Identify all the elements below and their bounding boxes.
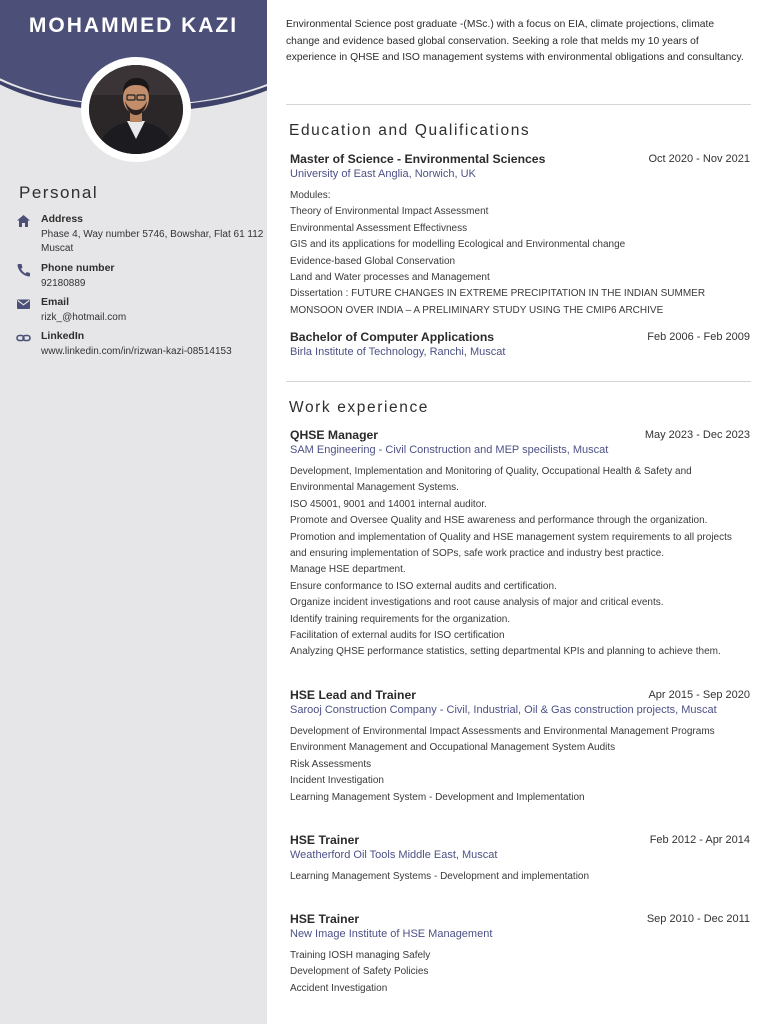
description-line: Development of Environmental Impact Assessments and Environmental Management Programs bbox=[290, 726, 715, 737]
job-title: HSE Trainer bbox=[290, 833, 360, 847]
entry-description bbox=[290, 188, 748, 319]
job-title: HSE Lead and Trainer bbox=[290, 688, 416, 702]
phone-value[interactable]: 92180889 bbox=[41, 278, 86, 289]
description-line: Organize incident investigations and root cause analysis of major and critical events. bbox=[290, 597, 664, 609]
entry-dates: May 2023 - Dec 2023 bbox=[644, 429, 750, 441]
description-line: Land and Water processes and Management bbox=[290, 272, 490, 284]
sidebar bbox=[0, 0, 267, 1024]
description-line: Learning Management Systems - Development and implementation bbox=[290, 871, 590, 882]
entry-description bbox=[290, 869, 748, 885]
description-line: Accident Investigation bbox=[290, 982, 388, 994]
candidate-name: MOHAMMED KAZI bbox=[28, 14, 239, 37]
employer-name: SAM Engineering - Civil Construction and MEP specilists, Muscat bbox=[290, 444, 609, 456]
description-line: Incident Investigation bbox=[290, 775, 384, 787]
institution-name: University of East Anglia, Norwich, UK bbox=[290, 168, 476, 180]
degree-title: Bachelor of Computer Applications bbox=[290, 330, 495, 344]
description-line: ISO 45001, 9001 and 14001 internal auditor. bbox=[290, 498, 487, 510]
entry-description bbox=[290, 948, 748, 997]
entry-dates: Feb 2012 - Apr 2014 bbox=[649, 834, 750, 846]
description-line: Environmental Assessment Effectivness bbox=[290, 222, 468, 234]
linkedin-value[interactable]: www.linkedin.com/in/rizwan-kazi-08514153 bbox=[41, 346, 232, 357]
entry-dates: Sep 2010 - Dec 2011 bbox=[646, 913, 750, 925]
description-line: GIS and its applications for modelling Ecological and Environmental change bbox=[290, 239, 626, 251]
email-label: Email bbox=[41, 296, 70, 308]
description-line: Risk Assessments bbox=[290, 758, 372, 770]
address-value: Phase 4, Way number 5746, Bowshar, Flat 61 112 Muscat bbox=[41, 229, 264, 254]
personal-section-title: Personal bbox=[19, 183, 99, 202]
description-line: Promote and Oversee Quality and HSE awareness and performance through the organization. bbox=[290, 515, 708, 527]
description-line: Ensure conformance to ISO external audits and certification. bbox=[290, 580, 557, 592]
experience-section-title: Work experience bbox=[289, 399, 430, 416]
entry-description bbox=[290, 464, 748, 661]
description-line: Modules: bbox=[290, 190, 331, 201]
description-line: Learning Management System - Development and Implementation bbox=[290, 791, 585, 803]
home-icon bbox=[16, 214, 31, 228]
institution-name: Birla Institute of Technology, Ranchi, Muscat bbox=[290, 346, 506, 358]
phone-icon bbox=[16, 263, 31, 277]
description-line: Analyzing QHSE performance statistics, setting departmental KPIs and planning to achieve them. bbox=[290, 646, 721, 658]
description-line: Promotion and implementation of Quality and HSE management system requirements to all projects and ensuring implementation of SOPs, safe work practice and industry best practice. bbox=[290, 531, 732, 560]
address-label: Address bbox=[41, 213, 84, 225]
description-line: Facilitation of external audits for ISO certification bbox=[290, 630, 505, 642]
entry-dates: Feb 2006 - Feb 2009 bbox=[647, 331, 750, 343]
job-title: QHSE Manager bbox=[290, 428, 379, 442]
description-line: Manage HSE department. bbox=[290, 564, 406, 576]
description-line: Theory of Environmental Impact Assessment bbox=[290, 206, 489, 218]
employer-name: Weatherford Oil Tools Middle East, Muscat bbox=[290, 849, 498, 861]
description-line: Development of Safety Policies bbox=[290, 966, 429, 978]
description-line: Evidence-based Global Conservation bbox=[290, 255, 456, 267]
description-line: Training IOSH managing Safely bbox=[290, 950, 431, 961]
education-section-title: Education and Qualifications bbox=[289, 122, 531, 139]
employer-name: Sarooj Construction Company - Civil, Industrial, Oil & Gas construction projects, Muscat bbox=[290, 704, 717, 716]
description-line: Development, Implementation and Monitoring of Quality, Occupational Health & Safety and Environmental Management Systems. bbox=[290, 466, 692, 494]
email-icon bbox=[16, 297, 31, 311]
entry-description bbox=[290, 724, 748, 806]
description-line: Environment Management and Occupational Management System Audits bbox=[290, 742, 616, 754]
divider bbox=[286, 381, 751, 382]
job-title: HSE Trainer bbox=[290, 912, 360, 926]
description-line: Identify training requirements for the organization. bbox=[290, 613, 511, 625]
phone-label: Phone number bbox=[41, 262, 115, 274]
entry-dates: Oct 2020 - Nov 2021 bbox=[648, 153, 750, 165]
divider bbox=[286, 104, 751, 105]
degree-title: Master of Science - Environmental Sciences bbox=[290, 152, 546, 166]
link-icon bbox=[16, 331, 31, 345]
description-line: Dissertation : FUTURE CHANGES IN EXTREME PRECIPITATION IN THE INDIAN SUMMER MONSOON OVER INDIA – A PRELIMINARY STUDY USING THE CMIP6 ARCHIVE bbox=[290, 288, 706, 316]
profile-summary: Environmental Science post graduate -(MSc.) with a focus on EIA, climate projections, climate change and evidence based global conservation. Seeking a role that melds my 10 years of experience in QHSE and ISO management systems with environmental obligations and consultancy. bbox=[286, 19, 744, 63]
entry-dates: Apr 2015 - Sep 2020 bbox=[648, 689, 750, 701]
profile-photo bbox=[89, 65, 183, 154]
employer-name: New Image Institute of HSE Management bbox=[290, 928, 493, 940]
linkedin-label: LinkedIn bbox=[41, 330, 85, 342]
email-value[interactable]: rizk_@hotmail.com bbox=[41, 312, 127, 323]
